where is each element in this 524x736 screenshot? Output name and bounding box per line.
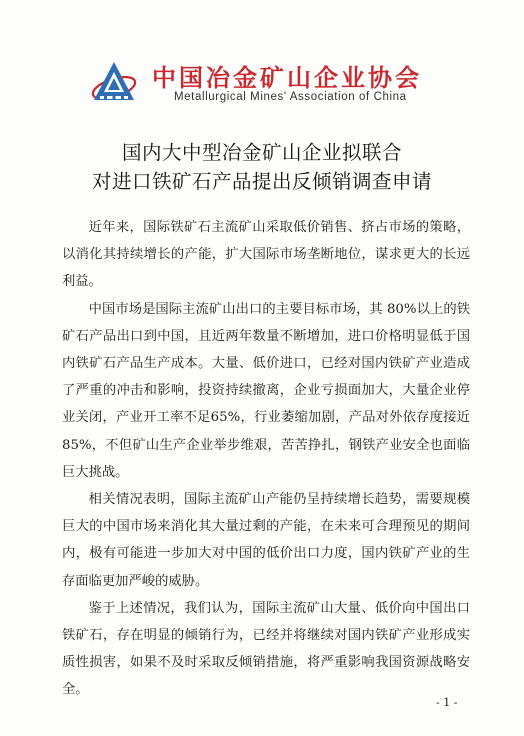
- body-paragraph-1: 近年来，国际铁矿石主流矿山采取低价销售、挤占市场的策略，以消化其持续增长的产能，扩大国际市场垄断地位，谋求更大的长远利益。: [62, 220, 470, 290]
- document-title-line-1: 国内大中型冶金矿山企业拟联合: [121, 141, 402, 164]
- organization-name-cn: 中国冶金矿山企业协会: [152, 64, 422, 92]
- body-paragraph-4: 鉴于上述情况，我们认为，国际主流矿山大量、低价向中国出口铁矿石，存在明显的倾销行为，已经并将继续对国内铁矿产业形成实质性损害，如果不及时采取反倾销措施，将严重影响我国资源战略安全。: [62, 600, 470, 698]
- page-number: - 1 -: [436, 696, 458, 709]
- document-title-line-2: 对进口铁矿石产品提出反倾销调查申请: [91, 170, 432, 193]
- organization-name-en: Metallurgical Mines' Association of China: [174, 91, 407, 103]
- letterhead: [90, 58, 450, 108]
- mountain-triangle-logo-icon: [90, 60, 138, 104]
- body-paragraph-3: 相关情况表明，国际主流矿山产能仍呈持续增长趋势，需要规模巨大的中国市场来消化其大量过剩的产能，在未来可合理预见的期间内，极有可能进一步加大对中国的低价出口力度，国内铁矿产业的生存面临更加严峻的威胁。: [62, 492, 470, 589]
- body-paragraph-2: 中国市场是国际主流矿山出口的主要目标市场，其 80%以上的铁矿石产品出口到中国，且近两年数量不断增加，进口价格明显低于国内铁矿石产品生产成本。大量、低价进口，已经对国内铁矿产业造成了严重的冲击和影响，投资持续撤离，企业亏损面加大，大量企业停业关闭，产业开工率不足65%，行业萎缩加剧，产品对外依存度接近 85%，不但矿山生产企业举步维艰，苦苦挣扎，钢铁产业安全也面临巨大挑战。: [62, 301, 470, 480]
- document-body: [62, 214, 470, 704]
